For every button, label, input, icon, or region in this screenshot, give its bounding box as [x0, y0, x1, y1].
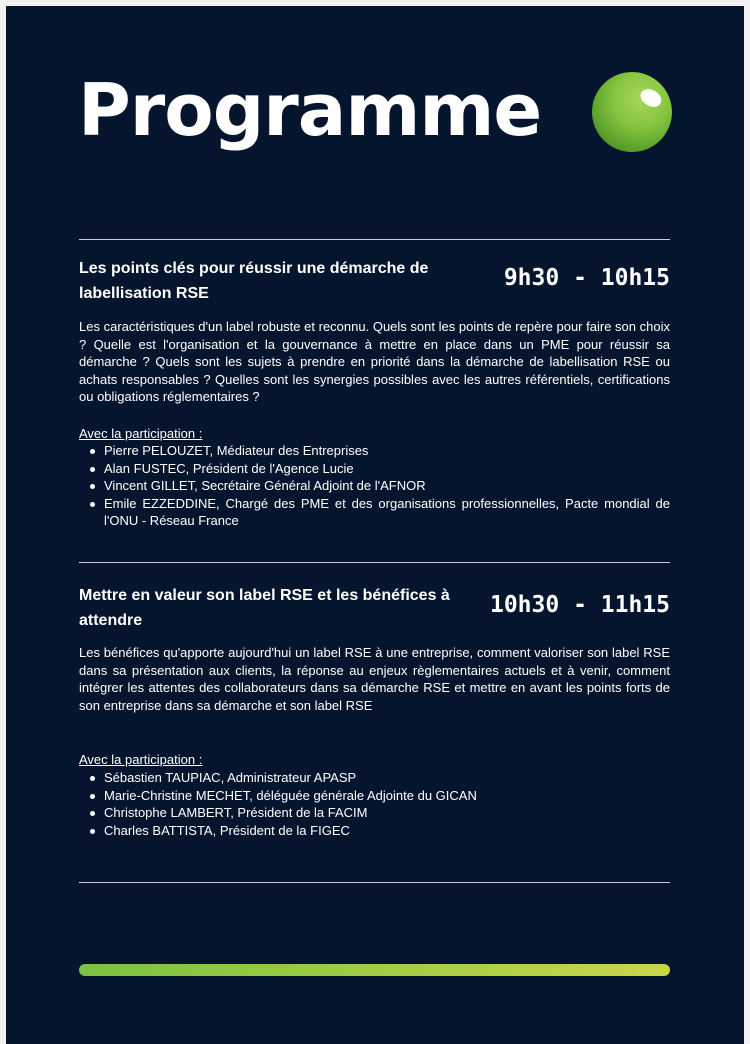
decorative-gradient-bar: [79, 964, 670, 976]
divider: [79, 882, 670, 883]
list-item: Christophe LAMBERT, Président de la FACIM: [79, 804, 670, 822]
green-sphere-icon: [592, 72, 672, 152]
page-title: Programme: [78, 68, 542, 152]
list-item: Sébastien TAUPIAC, Administrateur APASP: [79, 769, 670, 787]
session-2-title: Mettre en valeur son label RSE et les bénéfices à attendre: [79, 587, 450, 629]
list-item: Emile EZZEDDINE, Chargé des PME et des organisations professionnelles, Pacte mondial de l'ONU - Réseau France: [79, 495, 670, 530]
session-2-description: Les bénéfices qu'apporte aujourd'hui un label RSE à une entreprise, comment valoriser son label RSE dans sa présentation aux clients, la réponse au enjeux règlementaires actuels et à venir, comment intégrer les attentes des collaborateurs dans sa démarche RSE et mettre en avant les points forts de son entreprise dans sa démarche et son label RSE: [79, 645, 670, 713]
list-item: Vincent GILLET, Secrétaire Général Adjoint de l'AFNOR: [79, 477, 670, 495]
divider: [79, 239, 670, 240]
session-1-description: Les caractéristiques d'un label robuste et reconnu. Quels sont les points de repère pour faire son choix ? Quelle est l'organisation et la gouvernance à mettre en place dans un PME pour réussir sa démarche ? Quels sont les sujets à prendre en priorité dans la démarche de labellisation RSE ou achats responsables ? Quelles sont les synergies possibles avec les autres référentiels, certifications ou obligations réglementaires ?: [79, 319, 670, 404]
list-item: Marie-Christine MECHET, déléguée générale Adjointe du GICAN: [79, 787, 670, 805]
session-1-time: 9h30 - 10h15: [503, 265, 670, 291]
list-item: Alan FUSTEC, Président de l'Agence Lucie: [79, 460, 670, 478]
list-item: Charles BATTISTA, Président de la FIGEC: [79, 822, 670, 840]
list-item: Pierre PELOUZET, Médiateur des Entreprises: [79, 442, 670, 460]
session-2-participation-label: Avec la participation :: [79, 752, 203, 767]
session-1-title: Les points clés pour réussir une démarche de labellisation RSE: [79, 260, 429, 302]
session-1-participant-list: [79, 442, 670, 530]
session-2-time: 10h30 - 11h15: [489, 592, 670, 618]
divider: [79, 562, 670, 563]
programme-page: [6, 6, 744, 1044]
session-1-participation-label: Avec la participation :: [79, 426, 203, 441]
session-2-participant-list: [79, 769, 670, 839]
